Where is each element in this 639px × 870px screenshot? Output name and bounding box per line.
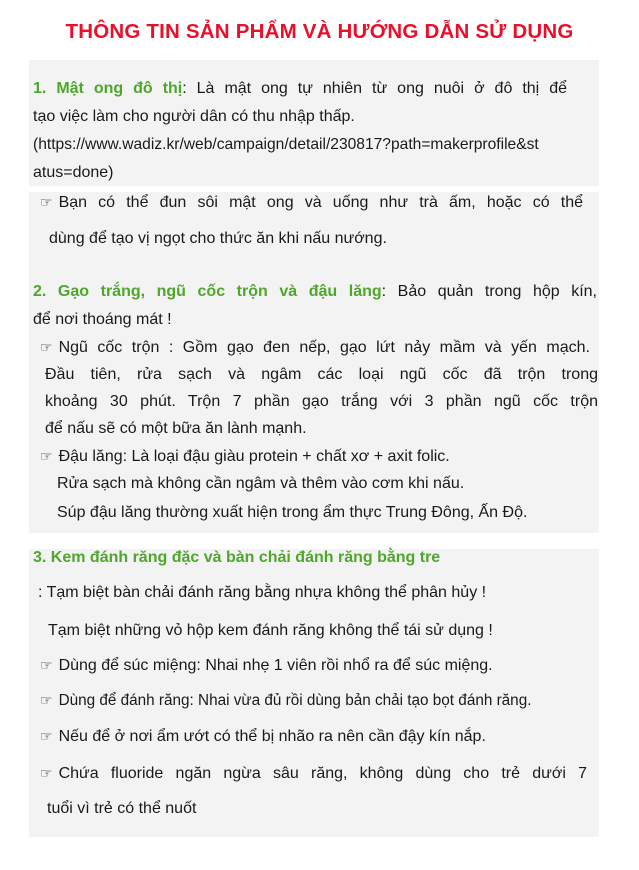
page-title: THÔNG TIN SẢN PHẨM VÀ HƯỚNG DẪN SỬ DỤNG <box>65 20 574 43</box>
section-3-fluoride-line-1: ☞ Chứa fluoride ngăn ngừa sâu răng, không dùng cho trẻ dưới 7 <box>40 765 587 782</box>
section-3-line-1: : Tạm biệt bàn chải đánh răng bằng nhựa không thể phân hủy ! <box>38 584 487 601</box>
section-3-rinse-line: ☞ Dùng để súc miệng: Nhai nhẹ 1 viên rồi nhổ ra để súc miệng. <box>40 657 493 674</box>
section-1-line-2: tạo việc làm cho người dân có thu nhập thấp. <box>33 108 355 125</box>
section-1-line-1: 1. Mật ong đô thị: Là mật ong tự nhiên từ ong nuôi ở đô thị để <box>33 80 567 97</box>
section-3-storage-line: ☞ Nếu để ở nơi ẩm ướt có thể bị nhão ra nên cần đậy kín nắp. <box>40 728 486 745</box>
section-2-line-1: 2. Gạo trắng, ngũ cốc trộn và đậu lăng: Bảo quản trong hộp kín, <box>33 283 598 300</box>
section-2-line-2: để nơi thoáng mát ! <box>33 311 172 328</box>
pointing-hand-icon: ☞ <box>40 766 53 782</box>
section-2-lentil-line-1: ☞ Đậu lăng: Là loại đậu giàu protein + chất xơ + axit folic. <box>40 448 450 465</box>
section-2-grains-line-3: khoảng 30 phút. Trộn 7 phần gạo trắng với 3 phần ngũ cốc trộn <box>45 393 598 410</box>
section-2-grains-line-2: Đầu tiên, rửa sạch và ngâm các loại ngũ cốc đã trộn trong <box>45 366 598 383</box>
pointing-hand-icon: ☞ <box>40 658 53 674</box>
section-2-grains-line-1: ☞ Ngũ cốc trộn : Gồm gạo đen nếp, gạo lứt nảy mầm và yến mạch. <box>40 339 590 356</box>
section-2-lentil-line-3: Súp đậu lăng thường xuất hiện trong ẩm thực Trung Đông, Ấn Độ. <box>57 504 528 521</box>
section-1-url-cont: atus=done) <box>33 164 114 181</box>
section-1-url: (https://www.wadiz.kr/web/campaign/detail/230817?path=makerprofile&st <box>33 136 539 153</box>
pointing-hand-icon: ☞ <box>40 449 53 465</box>
pointing-hand-icon: ☞ <box>40 693 53 709</box>
pointing-hand-icon: ☞ <box>40 729 53 745</box>
section-3-heading: 3. Kem đánh răng đặc và bàn chải đánh răng bằng tre <box>33 549 441 566</box>
pointing-hand-icon: ☞ <box>40 340 53 356</box>
pointing-hand-icon: ☞ <box>40 195 53 211</box>
section-3-brush-line: ☞ Dùng để đánh răng: Nhai vừa đủ rồi dùng bản chải tạo bọt đánh răng. <box>40 692 532 709</box>
section-1-heading: 1. Mật ong đô thị <box>33 80 183 97</box>
section-2-heading: 2. Gạo trắng, ngũ cốc trộn và đậu lăng <box>33 283 382 300</box>
section-3-fluoride-line-2: tuổi vì trẻ có thể nuốt <box>47 800 197 817</box>
section-2-grains-line-4: để nấu sẽ có một bữa ăn lành mạnh. <box>45 420 307 437</box>
section-3-line-2: Tạm biệt những vỏ hộp kem đánh răng không thể tái sử dụng ! <box>48 622 493 639</box>
section-2-lentil-line-2: Rửa sạch mà không cần ngâm và thêm vào cơm khi nấu. <box>57 475 465 492</box>
section-1-tip-line-2: dùng để tạo vị ngọt cho thức ăn khi nấu nướng. <box>49 230 387 247</box>
section-1-gap <box>29 186 599 192</box>
section-1-tip-line-1: ☞ Bạn có thể đun sôi mật ong và uống như trà ấm, hoặc có thể <box>40 194 583 211</box>
